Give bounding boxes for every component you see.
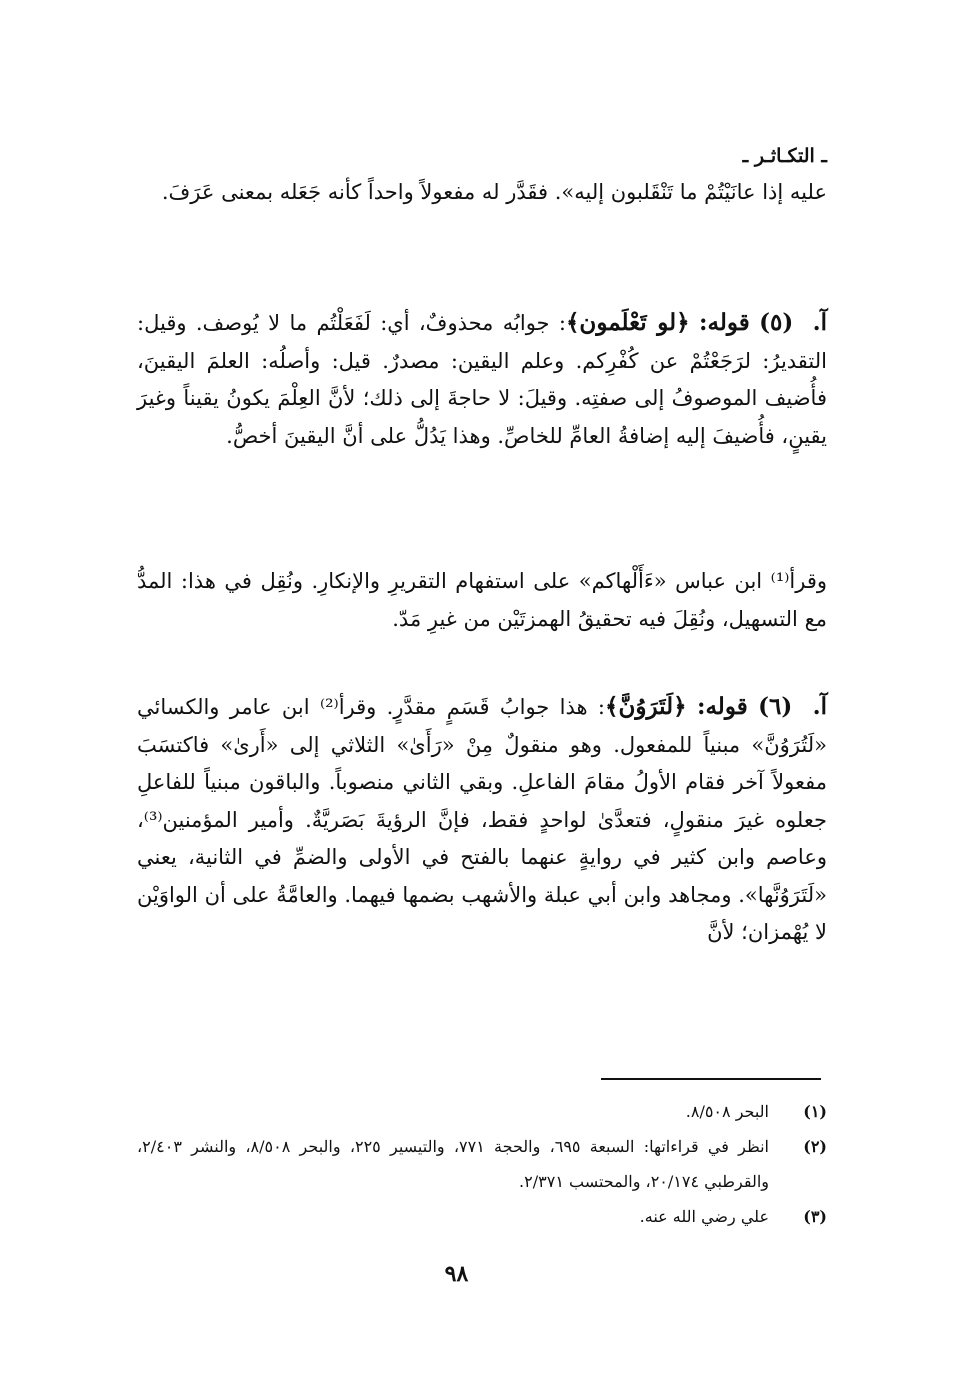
verse-quote: ﴿لو تَعْلَمون﴾: [565, 309, 690, 336]
verse-label: قوله:: [699, 309, 750, 336]
paragraph-verse-6: [137, 688, 827, 952]
verse-label: قوله:: [696, 693, 748, 720]
paragraph-reading: [137, 563, 827, 638]
paragraph-text: : جوابُه محذوفٌ، أي: لَفَعَلْتُم ما لا يُوصف. وقيل: التقديرُ: لرَجَعْتُمْ عن كُفْرِكم. وعلم اليقين: مصدرٌ. قيل: وأصلُه: العلمَ اليقينَ، فأُضيف الموصوفُ إلى صفتِه. وقيلَ: لا حاجةَ إلى ذلك؛ لأنَّ العِلْمَ يكونُ يقيناً وغيرَ يقينٍ، فأُضيفَ إليه إضافةُ العامِّ للخاصِّ. وهذا يَدُلُّ على أنَّ اليقينَ أخصُّ.: [137, 311, 828, 448]
paragraph-text: وقرأ⁽¹⁾ ابن عباس «ءَأَلْهاكم» على استفهام التقريرِ والإنكارِ. ونُقِل في هذا: المدُّ مع التسهيل، ونُقِلَ فيه تحقيقُ الهمزتَيْن من غيرِ مَدّ.: [137, 569, 827, 631]
paragraph-body: [137, 688, 827, 952]
page-number: ٩٨: [444, 1261, 469, 1287]
verse-marker: آ.: [812, 693, 827, 720]
footnote-number: (٣): [803, 1207, 827, 1226]
paragraph-text: : هذا جوابُ قَسَمٍ مقدَّرٍ. وقرأ⁽²⁾ ابن عامر والكسائي «لَتُرَوُنَّ» مبنياً للمفعول. وهو منقولٌ مِنْ «رَأَىٰ» الثلاثي إلى «أَرىٰ» فاكتسَبَ مفعولاً آخر فقام الأولُ مقامَ الفاعلِ. وبقي الثاني منصوباً. والباقون مبنياً للفاعلِ جعلوه غيرَ منقولٍ، فتعدَّىٰ لواحدٍ فقط، فإنَّ الرؤيةَ بَصَريَّةٌ. وأمير المؤمنين⁽³⁾، وعاصم وابن كثير في روايةٍ عنهما بالفتح في الأولى والضمِّ في الثانية، يعني «لَتَرَوُنَّها». ومجاهد وابن أبي عبلة والأشهب بضمها فيهما. والعامَّةُ على أن الواوَيْن لا يُهْمزان؛ لأنَّ: [137, 695, 827, 944]
running-header: ـ التكـاثـر ـ: [742, 145, 827, 167]
footnote-divider: [601, 1078, 821, 1080]
paragraph-text: عليه إذا عانَيْتُمْ ما تَنْقَلبون إليه». فقَدَّر له مفعولاً واحداً كأنه جَعَله بمعنى عَرَفَ.: [161, 180, 827, 204]
verse-marker: آ.: [812, 309, 827, 336]
footnote-text: البحر ٨/٥٠٨.: [685, 1102, 769, 1121]
footnote-text: انظر في قراءاتها: السبعة ٦٩٥، والحجة ٧٧١، والتيسير ٢٢٥، والبحر ٨/٥٠٨، والنشر ٢/٤٠٣، والقرطبي ٢٠/١٧٤، والمحتسب ٢/٣٧١.: [137, 1137, 769, 1191]
footnote-text: علي رضي الله عنه.: [639, 1207, 769, 1226]
footnote-item: [137, 1129, 827, 1199]
footnotes: [137, 1094, 827, 1234]
verse-number: (٥): [759, 309, 794, 336]
paragraph-verse-5: [137, 304, 827, 455]
paragraph-continuation: [137, 174, 827, 212]
verse-quote: ﴿لَتَرَوُنَّ﴾: [605, 693, 687, 720]
footnote-item: [137, 1199, 827, 1234]
verse-number: (٦): [758, 693, 793, 720]
footnote-item: [137, 1094, 827, 1129]
footnote-number: (١): [803, 1102, 827, 1121]
paragraph-body: [137, 304, 827, 455]
footnote-number: (٢): [803, 1137, 827, 1156]
